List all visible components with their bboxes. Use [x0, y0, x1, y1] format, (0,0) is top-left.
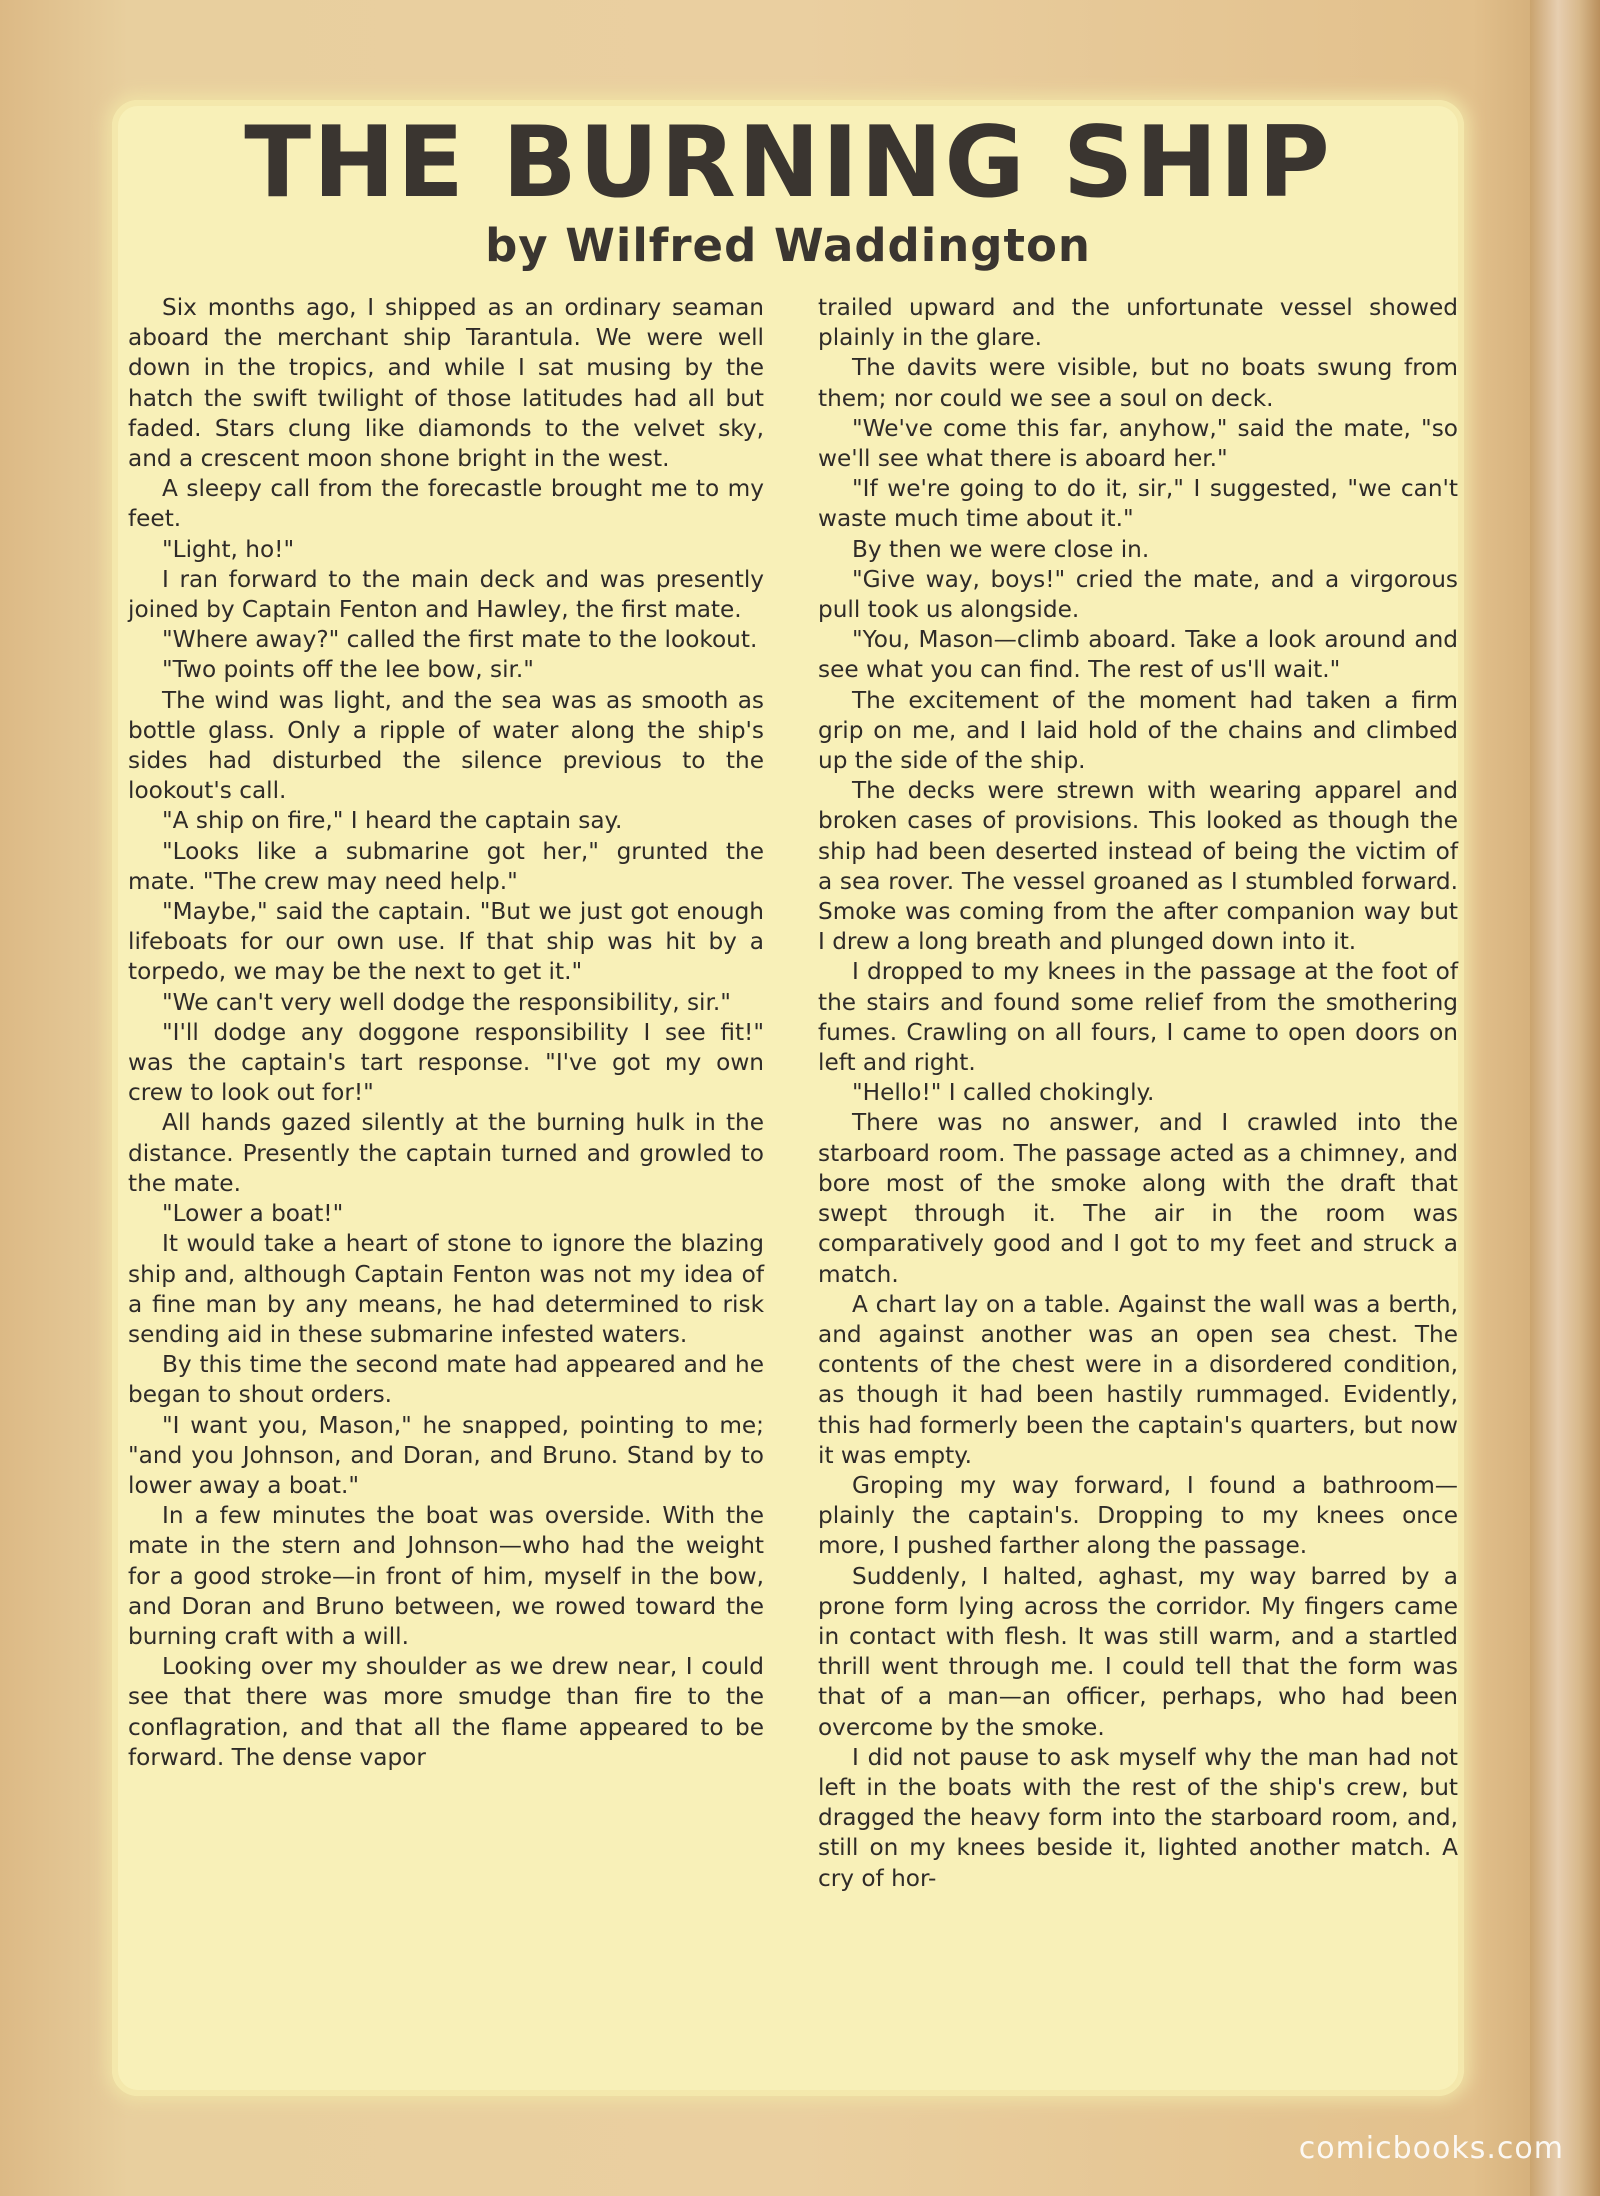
- paragraph: trailed upward and the unfortunate vessel showed plainly in the glare.: [818, 294, 1458, 352]
- paragraph: Six months ago, I shipped as an ordinary seaman aboard the merchant ship Tarantula. We were well down in the tropics, and while I sat musing by the hatch the swift twilight of those latitudes had all but faded. Stars clung like diamonds to the velvet sky, and a crescent moon shone bright in the west.: [128, 294, 764, 473]
- paragraph: By then we were close in.: [852, 535, 1150, 563]
- paragraph: "Give way, boys!" cried the mate, and a virgorous pull took us alongside.: [818, 565, 1458, 624]
- story-byline: by Wilfred Waddington: [485, 219, 1091, 272]
- paragraph: "A ship on fire," I heard the captain say.: [162, 807, 623, 835]
- paragraph: "We've come this far, anyhow," said the mate, "so we'll see what there is aboard her.": [818, 414, 1458, 473]
- paragraph: The decks were strewn with wearing apparel and broken cases of provisions. This looked as though the ship had been deserted instead of being the victim of a sea rover. The vessel groaned as I stumbled forward. Smoke was coming from the after companion way but I drew a long breath and plunged down into it.: [818, 777, 1458, 956]
- paragraph: I ran forward to the main deck and was presently joined by Captain Fenton and Hawley, the first mate.: [128, 565, 764, 624]
- paragraph: "Maybe," said the captain. "But we just got enough lifeboats for our own use. If that ship was hit by a torpedo, we may be the next to get it.": [128, 898, 764, 986]
- paragraph: "Where away?" called the first mate to the lookout.: [162, 626, 758, 654]
- paragraph: The wind was light, and the sea was as smooth as bottle glass. Only a ripple of water along the ship's sides had disturbed the silence previous to the lookout's call.: [128, 686, 764, 805]
- paragraph: It would take a heart of stone to ignore the blazing ship and, although Captain Fenton was not my idea of a fine man by any means, he had determined to risk sending aid in these submarine infested waters.: [128, 1230, 764, 1348]
- paragraph: A sleepy call from the forecastle brought me to my feet.: [128, 475, 764, 533]
- watermark: comicbooks.com: [1298, 2131, 1564, 2166]
- paragraph: Groping my way forward, I found a bathroom—plainly the captain's. Dropping to my knees once more, I pushed farther along the passage.: [818, 1471, 1458, 1560]
- page-edge-shadow: [1530, 0, 1600, 2196]
- paragraph: The excitement of the moment had taken a firm grip on me, and I laid hold of the chains and climbed up the side of the ship.: [818, 686, 1458, 775]
- paragraph: "Lower a boat!": [162, 1200, 344, 1228]
- paragraph: I dropped to my knees in the passage at the foot of the stairs and found some relief from the smothering fumes. Crawling on all fours, I came to open doors on left and right.: [818, 958, 1458, 1077]
- paragraph: "I want you, Mason," he snapped, pointing to me; "and you Johnson, and Doran, and Bruno. Stand by to lower away a boat.": [128, 1411, 764, 1499]
- left-text-column: [128, 293, 764, 1773]
- paragraph: "Two points off the lee bow, sir.": [162, 656, 534, 684]
- paragraph: A chart lay on a table. Against the wall was a berth, and against another was an open sea chest. The contents of the chest were in a disordered condition, as though it had been hastily rummaged. Evidently, this had formerly been the captain's quarters, but now it was empty.: [818, 1290, 1458, 1469]
- right-text-column: [818, 293, 1458, 1894]
- paragraph: Looking over my shoulder as we drew near, I could see that there was more smudge than fire to the conflagration, and that all the flame appeared to be forward. The dense vapor: [128, 1653, 764, 1771]
- paragraph: I did not pause to ask myself why the man had not left in the boats with the rest of the ship's crew, but dragged the heavy form into the starboard room, and, still on my knees beside it, lighted another match. A cry of hor-: [818, 1743, 1458, 1892]
- paragraph: In a few minutes the boat was overside. With the mate in the stern and Johnson—who had the weight for a good stroke—in front of him, myself in the bow, and Doran and Bruno between, we rowed toward the burning craft with a will.: [128, 1502, 764, 1650]
- paragraph: "You, Mason—climb aboard. Take a look around and see what you can find. The rest of us'll wait.": [818, 626, 1458, 684]
- paragraph: "Light, ho!": [162, 535, 295, 563]
- paragraph: "If we're going to do it, sir," I suggested, "we can't waste much time about it.": [818, 475, 1458, 533]
- story-title: THE BURNING SHIP: [244, 106, 1332, 220]
- paragraph: "I'll dodge any doggone responsibility I see fit!" was the captain's tart response. "I've got my own crew to look out for!": [128, 1018, 764, 1107]
- paragraph: "Looks like a submarine got her," grunted the mate. "The crew may need help.": [128, 837, 764, 895]
- paragraph: The davits were visible, but no boats swung from them; nor could we see a soul on deck.: [818, 354, 1458, 412]
- paragraph: All hands gazed silently at the burning hulk in the distance. Presently the captain turned and growled to the mate.: [128, 1109, 764, 1197]
- paragraph: There was no answer, and I crawled into the starboard room. The passage acted as a chimney, and bore most of the smoke along with the draft that swept through it. The air in the room was comparatively good and I got to my feet and struck a match.: [818, 1109, 1458, 1288]
- paragraph: Suddenly, I halted, aghast, my way barred by a prone form lying across the corridor. My fingers came in contact with flesh. It was still warm, and a startled thrill went through me. I could tell that the form was that of a man—an officer, perhaps, who had been overcome by the smoke.: [818, 1562, 1458, 1741]
- paragraph: By this time the second mate had appeared and he began to shout orders.: [128, 1351, 764, 1409]
- paragraph: "We can't very well dodge the responsibility, sir.": [162, 988, 731, 1016]
- paragraph: "Hello!" I called chokingly.: [852, 1079, 1155, 1107]
